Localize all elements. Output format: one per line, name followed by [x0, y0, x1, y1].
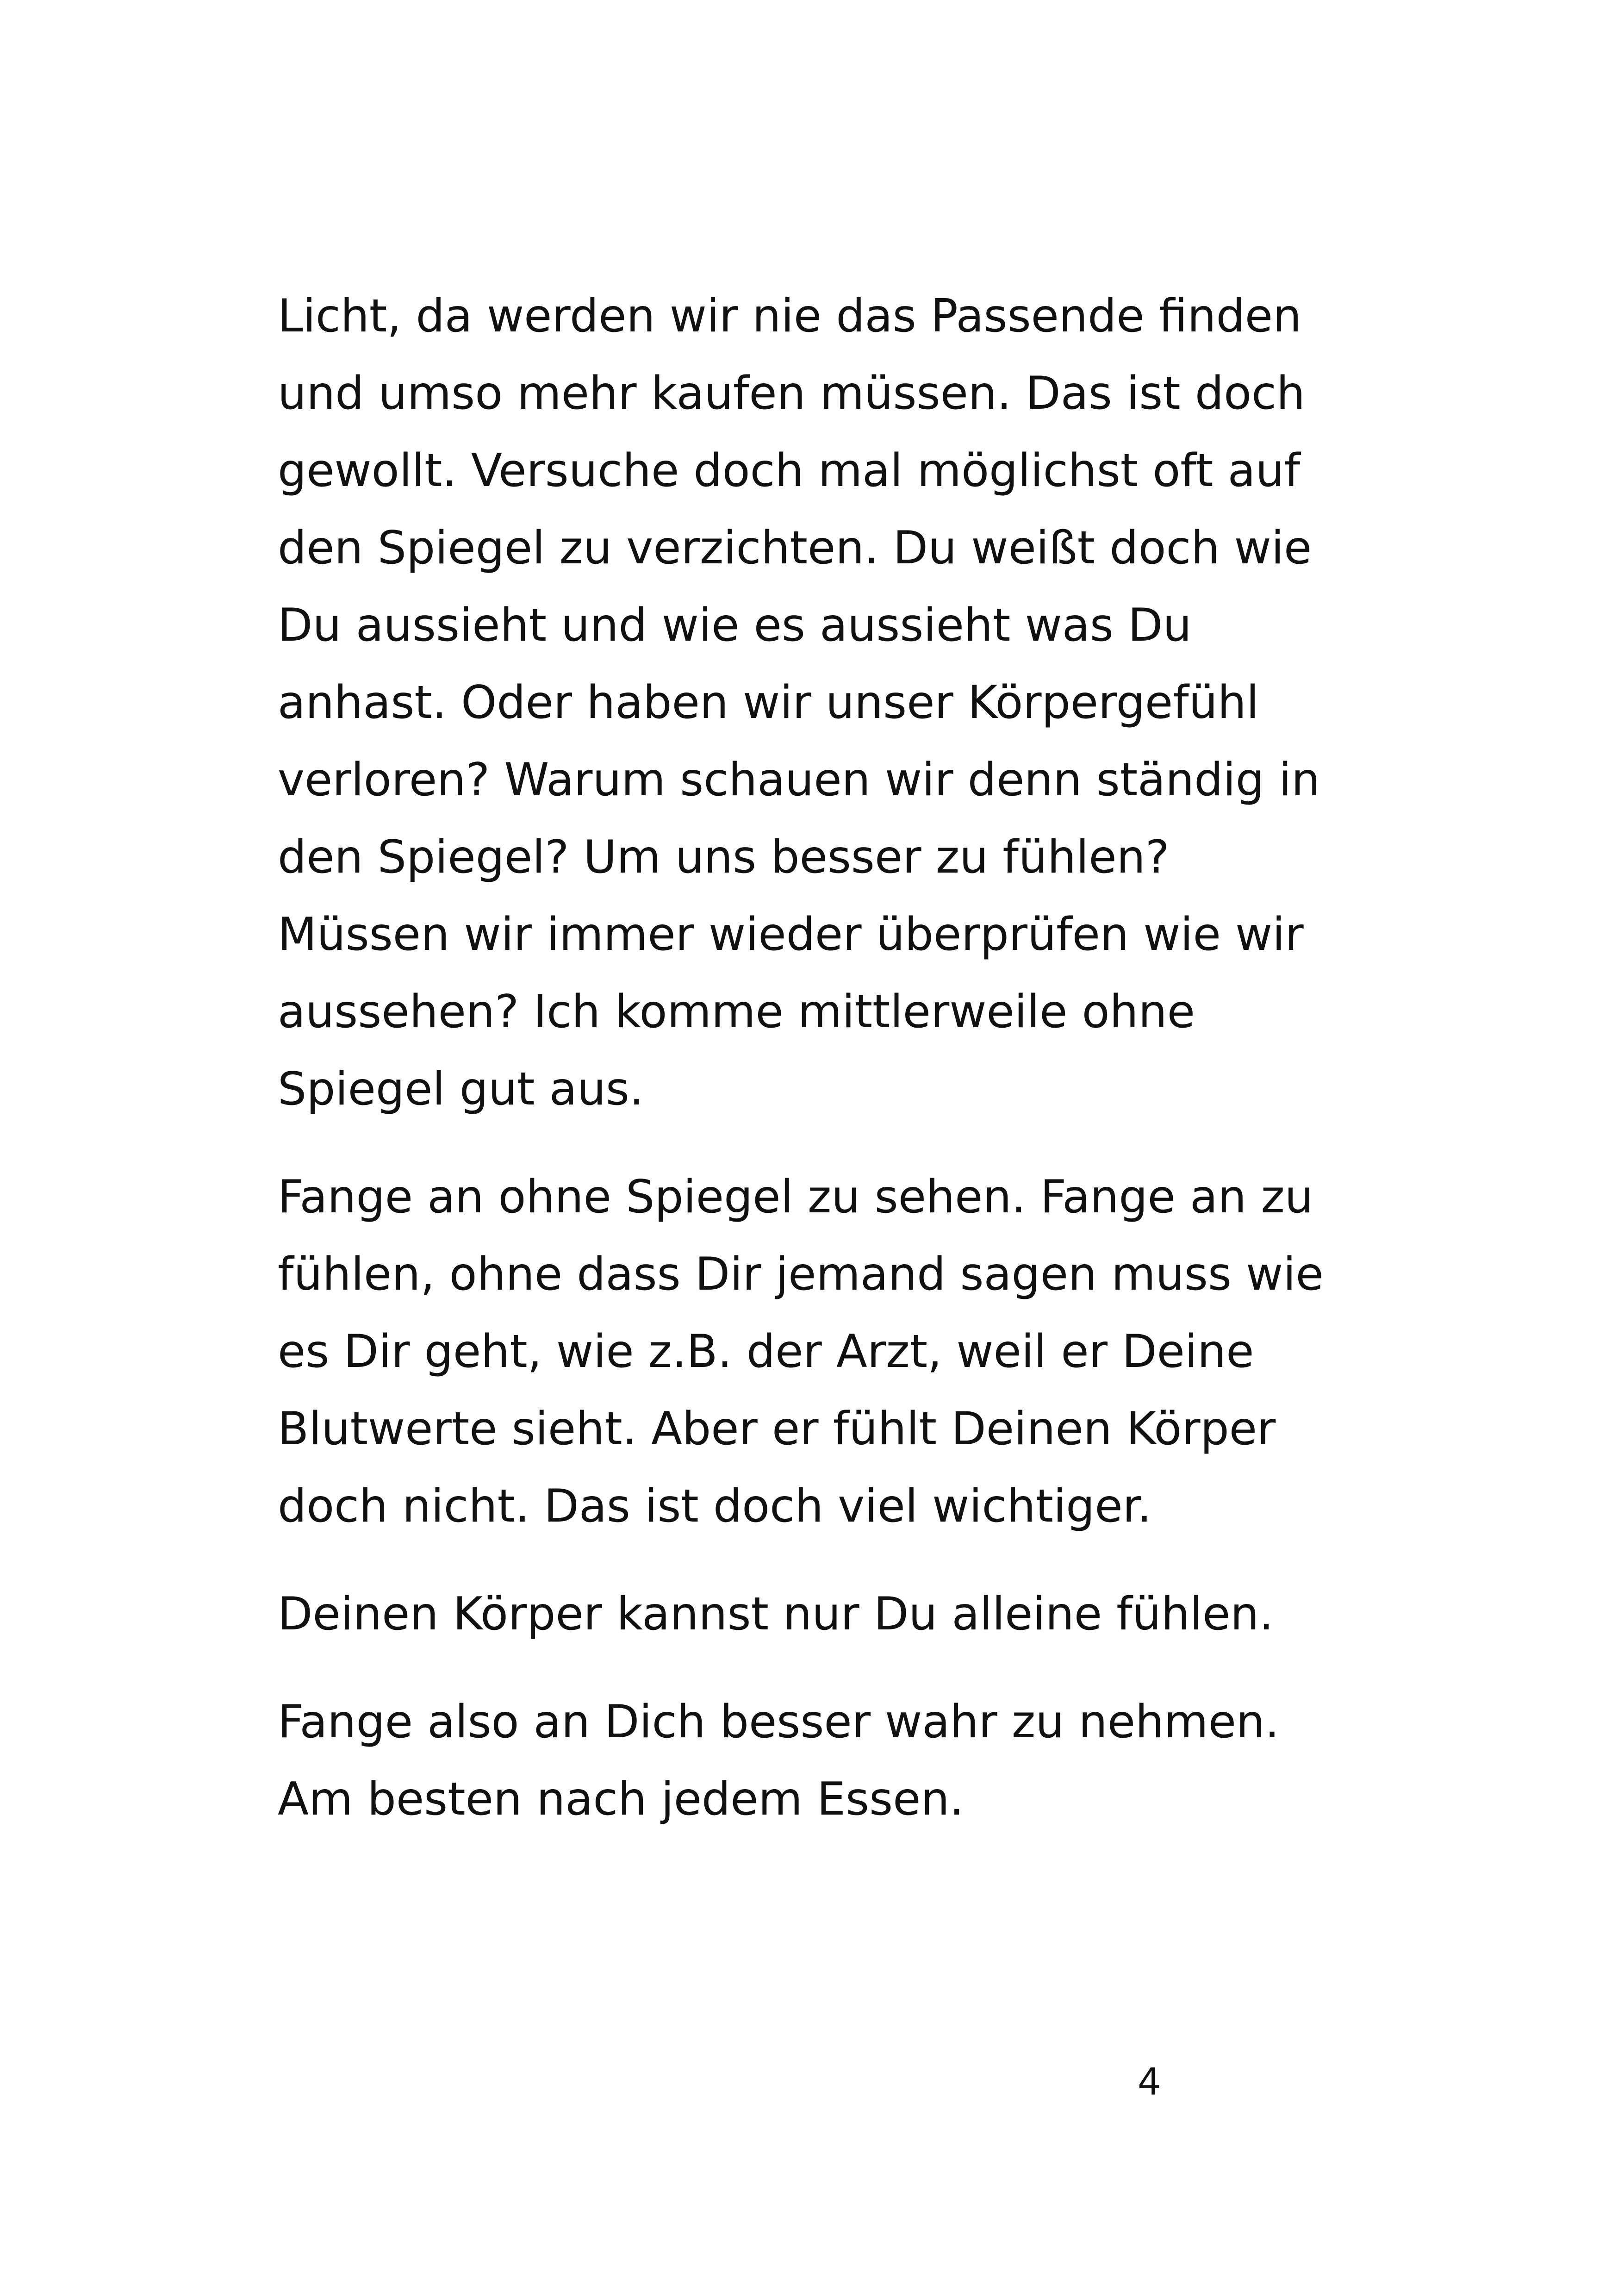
paragraph-spacer: [278, 1653, 1379, 1684]
text-line: Licht, da werden wir nie das Passende finden: [278, 290, 1302, 343]
text-line: aussehen? Ich komme mittlerweile ohne: [278, 986, 1195, 1038]
text-line: Fange also an Dich besser wahr zu nehmen.: [278, 1696, 1280, 1748]
text-line: Du aussieht und wie es aussieht was Du: [278, 599, 1192, 652]
text-line: Am besten nach jedem Essen.: [278, 1773, 964, 1826]
text-line: den Spiegel? Um uns besser zu fühlen?: [278, 831, 1170, 884]
paragraph-3: [278, 1576, 1379, 1653]
paragraph-spacer: [278, 1128, 1379, 1159]
text-line: Blutwerte sieht. Aber er fühlt Deinen Körper: [278, 1403, 1276, 1455]
paragraph-2: [278, 1159, 1379, 1545]
text-line: und umso mehr kaufen müssen. Das ist doch: [278, 367, 1306, 420]
body-text: [278, 278, 1379, 1838]
text-line: anhast. Oder haben wir unser Körpergefühl: [278, 676, 1259, 729]
paragraph-4: [278, 1684, 1379, 1838]
text-line: Müssen wir immer wieder überprüfen wie wir: [278, 908, 1304, 961]
text-line: es Dir geht, wie z.B. der Arzt, weil er Deine: [278, 1325, 1254, 1378]
text-line: verloren? Warum schauen wir denn ständig in: [278, 754, 1320, 806]
text-line: Fange an ohne Spiegel zu sehen. Fange an zu: [278, 1171, 1313, 1223]
text-line: Deinen Körper kannst nur Du alleine fühlen.: [278, 1588, 1274, 1641]
paragraph-1: [278, 278, 1379, 1128]
paragraph-spacer: [278, 1545, 1379, 1576]
text-line: doch nicht. Das ist doch viel wichtiger.: [278, 1480, 1152, 1533]
page-number: 4: [1138, 2060, 1161, 2103]
text-line: den Spiegel zu verzichten. Du weißt doch wie: [278, 522, 1312, 574]
text-line: Spiegel gut aus.: [278, 1063, 644, 1116]
text-line: fühlen, ohne dass Dir jemand sagen muss wie: [278, 1248, 1324, 1301]
text-line: gewollt. Versuche doch mal möglichst oft auf: [278, 444, 1301, 497]
